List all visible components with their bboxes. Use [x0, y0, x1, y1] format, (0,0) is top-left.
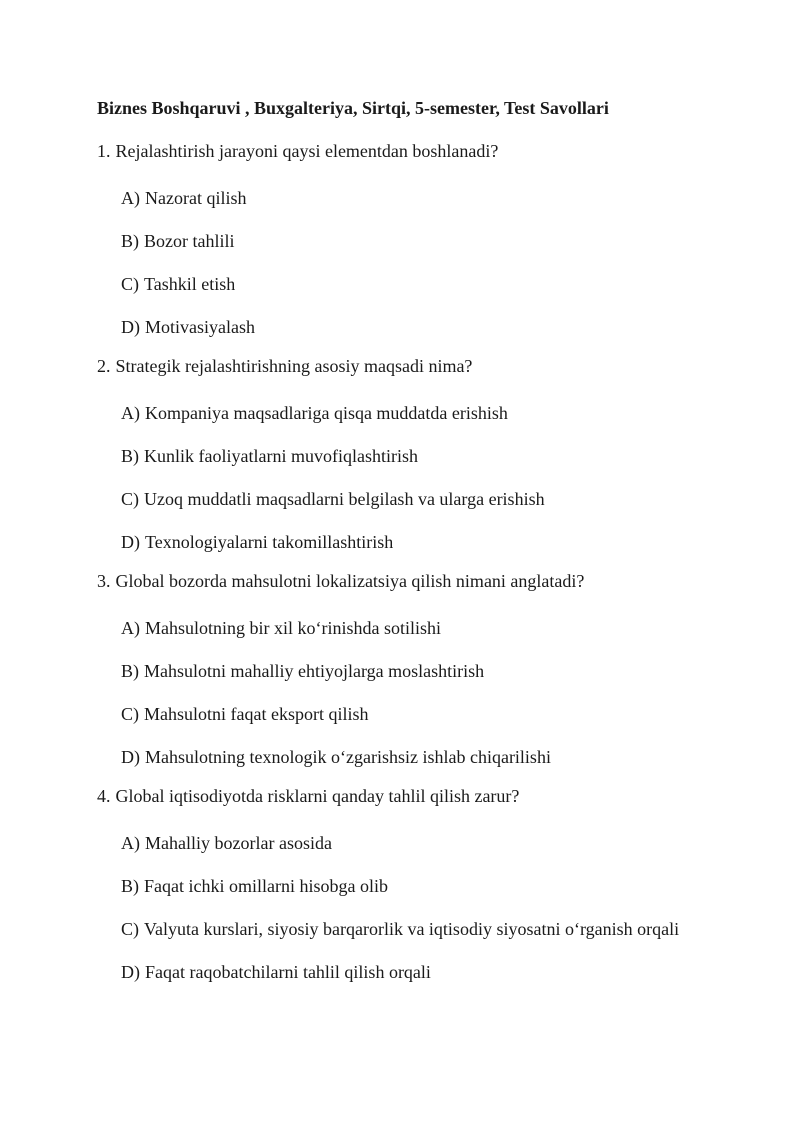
option-text: Texnologiyalarni takomillashtirish [145, 532, 394, 552]
option-text: Mahsulotni faqat eksport qilish [144, 704, 369, 724]
question-number: 4. [97, 786, 111, 806]
option-label: C) [121, 919, 139, 939]
option-text: Mahsulotni mahalliy ehtiyojlarga moslashtirish [144, 661, 485, 681]
question-number: 2. [97, 356, 111, 376]
question-text: Rejalashtirish jarayoni qaysi elementdan boshlanadi? [115, 141, 499, 161]
option-1a [121, 182, 697, 214]
option-text: Faqat raqobatchilarni tahlil qilish orqali [145, 962, 431, 982]
option-label: B) [121, 661, 139, 681]
option-3b [121, 655, 697, 687]
option-1d [121, 311, 697, 343]
question-text: Global iqtisodiyotda risklarni qanday tahlil qilish zarur? [115, 786, 520, 806]
option-text: Valyuta kurslari, siyosiy barqarorlik va iqtisodiy siyosatni o‘rganish orqali [144, 919, 680, 939]
question-text: Strategik rejalashtirishning asosiy maqsadi nima? [115, 356, 473, 376]
document-page [97, 96, 697, 999]
option-text: Kompaniya maqsadlariga qisqa muddatda erishish [145, 403, 508, 423]
option-4c [121, 913, 697, 945]
question-2 [97, 354, 697, 378]
option-label: B) [121, 446, 139, 466]
option-label: A) [121, 403, 140, 423]
option-4a [121, 827, 697, 859]
question-text: Global bozorda mahsulotni lokalizatsiya qilish nimani anglatadi? [115, 571, 585, 591]
option-label: D) [121, 532, 140, 552]
option-text: Kunlik faoliyatlarni muvofiqlashtirish [144, 446, 418, 466]
option-4b [121, 870, 697, 902]
document-title: Biznes Boshqaruvi , Buxgalteriya, Sirtqi, 5-semester, Test Savollari [97, 98, 609, 118]
option-text: Mahalliy bozorlar asosida [145, 833, 332, 853]
option-2d [121, 526, 697, 558]
option-label: D) [121, 317, 140, 337]
option-2a [121, 397, 697, 429]
option-text: Faqat ichki omillarni hisobga olib [144, 876, 388, 896]
question-1 [97, 139, 697, 163]
question-4 [97, 784, 697, 808]
option-text: Mahsulotning bir xil ko‘rinishda sotilishi [145, 618, 441, 638]
option-text: Mahsulotning texnologik o‘zgarishsiz ishlab chiqarilishi [145, 747, 551, 767]
question-number: 3. [97, 571, 111, 591]
option-label: A) [121, 618, 140, 638]
option-4d [121, 956, 697, 988]
option-text: Bozor tahlili [144, 231, 235, 251]
option-text: Uzoq muddatli maqsadlarni belgilash va ularga erishish [144, 489, 545, 509]
option-text: Motivasiyalash [145, 317, 255, 337]
option-text: Nazorat qilish [145, 188, 247, 208]
question-number: 1. [97, 141, 111, 161]
option-label: D) [121, 747, 140, 767]
option-label: A) [121, 188, 140, 208]
option-text: Tashkil etish [144, 274, 236, 294]
option-1b [121, 225, 697, 257]
option-3d [121, 741, 697, 773]
option-label: C) [121, 704, 139, 724]
option-3a [121, 612, 697, 644]
question-3 [97, 569, 697, 593]
option-label: C) [121, 489, 139, 509]
option-label: A) [121, 833, 140, 853]
option-2b [121, 440, 697, 472]
option-1c [121, 268, 697, 300]
option-label: C) [121, 274, 139, 294]
option-2c [121, 483, 697, 515]
option-label: B) [121, 876, 139, 896]
option-3c [121, 698, 697, 730]
option-label: B) [121, 231, 139, 251]
option-label: D) [121, 962, 140, 982]
